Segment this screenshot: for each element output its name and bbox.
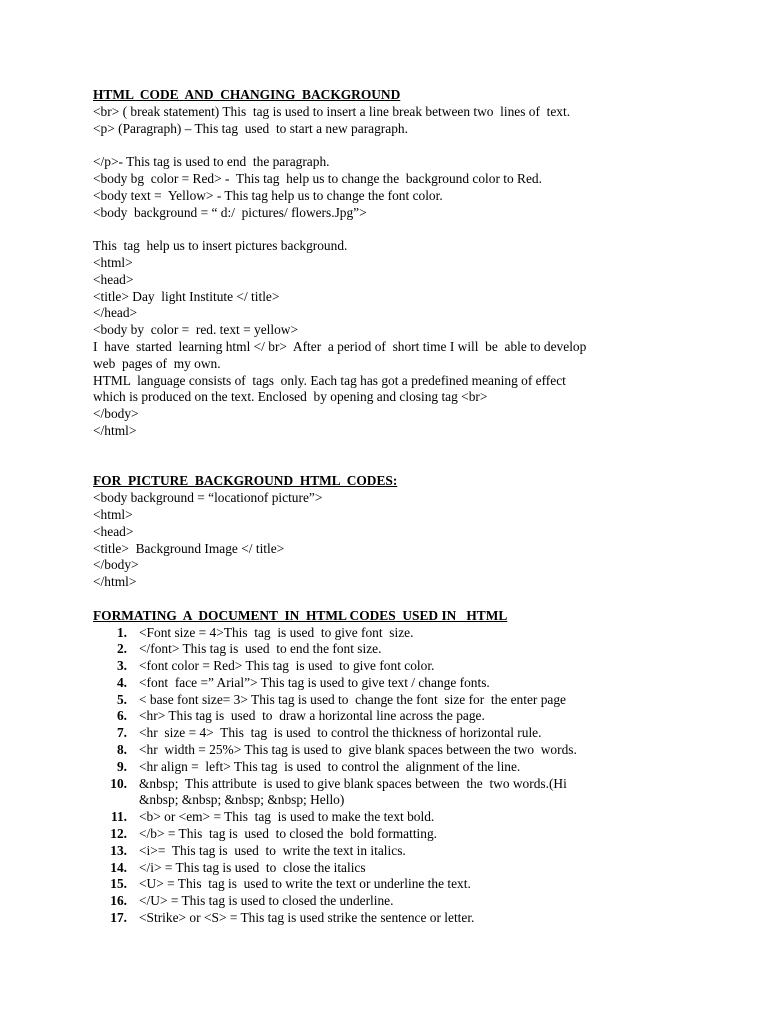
- text-line: <title> Day light Institute </ title>: [93, 288, 280, 304]
- list-item-text: <b> or <em> = This tag is used to make the text bold.: [139, 809, 435, 825]
- list-item: [93, 826, 733, 843]
- text-line: This tag help us to insert pictures background.: [93, 238, 348, 254]
- text-line: <body text = Yellow> - This tag help us to change the font color.: [93, 187, 443, 203]
- list-item: [93, 759, 733, 776]
- text-line: <body background = “ d:/ pictures/ flowers.Jpg”>: [93, 204, 367, 220]
- list-item-number: 1.: [116, 624, 127, 640]
- list-item: [93, 708, 733, 725]
- list-item-number: 11.: [111, 809, 127, 825]
- list-item-text: <hr> This tag is used to draw a horizontal line across the page.: [139, 708, 485, 724]
- list-item-number: 2.: [116, 641, 127, 657]
- list-item-text: <hr size = 4> This tag is used to control the thickness of horizontal rule.: [139, 725, 542, 741]
- list-item: [93, 692, 733, 709]
- list-item-number: 8.: [116, 742, 127, 758]
- section-heading-formatting: FORMATING A DOCUMENT IN HTML CODES USED IN HTML: [93, 607, 508, 623]
- list-item-number: 14.: [110, 859, 127, 875]
- document-page: [93, 87, 733, 927]
- section-heading-picture-background: FOR PICTURE BACKGROUND HTML CODES:: [93, 473, 398, 489]
- list-item-text: </i> = This tag is used to close the italics: [139, 859, 366, 875]
- text-line: web pages of my own.: [93, 355, 221, 371]
- list-item-number: 17.: [110, 910, 127, 926]
- text-line: <head>: [93, 523, 134, 539]
- list-item-text: </U> = This tag is used to closed the underline.: [139, 893, 394, 909]
- text-line: I have started learning html </ br> After a period of short time I will be able to develop: [93, 338, 587, 354]
- list-item: [93, 809, 733, 826]
- text-line: </body>: [93, 557, 139, 573]
- list-item-text: <font color = Red> This tag is used to give font color.: [139, 658, 435, 674]
- list-item-text: < base font size= 3> This tag is used to change the font size for the enter page: [139, 691, 566, 707]
- intro-lines: [93, 104, 733, 138]
- list-item-text: </b> = This tag is used to closed the bold formatting.: [139, 826, 438, 842]
- text-line: </p>- This tag is used to end the paragraph.: [93, 154, 330, 170]
- list-item: [93, 675, 733, 692]
- list-item: [93, 725, 733, 742]
- picture-background-lines: [93, 490, 733, 591]
- list-item: [93, 893, 733, 910]
- text-line: <head>: [93, 271, 134, 287]
- list-item-number: 13.: [110, 842, 127, 858]
- text-line: <title> Background Image </ title>: [93, 540, 285, 556]
- text-line: </body>: [93, 406, 139, 422]
- example-code-lines: [93, 238, 733, 440]
- section-heading-html-code: HTML CODE AND CHANGING BACKGROUND: [93, 87, 401, 102]
- list-item: [93, 910, 733, 927]
- list-item: [93, 860, 733, 877]
- list-item-number: 15.: [110, 876, 127, 892]
- list-item-number: 10.: [110, 775, 127, 791]
- list-item-number: 5.: [116, 691, 127, 707]
- list-item: [93, 625, 733, 642]
- text-line: <body bg color = Red> - This tag help us to change the background color to Red.: [93, 170, 542, 186]
- list-item: [93, 776, 733, 810]
- text-line: which is produced on the text. Enclosed by opening and closing tag <br>: [93, 389, 488, 405]
- text-line: </head>: [93, 305, 138, 321]
- list-item-text: <Font size = 4>This tag is used to give font size.: [139, 624, 414, 640]
- list-item-number: 4.: [116, 674, 127, 690]
- list-item-text: <i>= This tag is used to write the text in italics.: [139, 842, 406, 858]
- text-line: <p> (Paragraph) – This tag used to start a new paragraph.: [93, 120, 408, 136]
- list-item-text: <Strike> or <S> = This tag is used strike the sentence or letter.: [139, 910, 475, 926]
- formatting-tags-list: [93, 625, 733, 927]
- body-tag-lines: [93, 154, 733, 221]
- text-line: <br> ( break statement) This tag is used to insert a line break between two lines of text.: [93, 103, 571, 119]
- list-item-number: 12.: [110, 826, 127, 842]
- list-item: [93, 641, 733, 658]
- list-item-text: <font face =” Arial”> This tag is used to give text / change fonts.: [139, 674, 490, 690]
- list-item-text: <U> = This tag is used to write the text or underline the text.: [139, 876, 471, 892]
- list-item-text: &nbsp; This attribute is used to give blank spaces between the two words.(Hi &nbsp; &nbsp; &nbsp; &nbsp; Hello): [139, 775, 567, 808]
- list-item-number: 3.: [116, 658, 127, 674]
- list-item-text: </font> This tag is used to end the font size.: [139, 641, 382, 657]
- text-line: <html>: [93, 254, 133, 270]
- list-item-number: 6.: [116, 708, 127, 724]
- text-line: </html>: [93, 574, 137, 590]
- list-item: [93, 843, 733, 860]
- list-item: [93, 658, 733, 675]
- list-item-text: <hr align = left> This tag is used to control the alignment of the line.: [139, 758, 521, 774]
- text-line: <body background = “locationof picture”>: [93, 490, 323, 506]
- text-line: HTML language consists of tags only. Each tag has got a predefined meaning of effect: [93, 372, 566, 388]
- list-item-number: 7.: [116, 725, 127, 741]
- list-item-number: 9.: [116, 758, 127, 774]
- list-item: [93, 742, 733, 759]
- list-item-text: <hr width = 25%> This tag is used to give blank spaces between the two words.: [139, 742, 577, 758]
- text-line: <html>: [93, 506, 133, 522]
- text-line: <body by color = red. text = yellow>: [93, 322, 298, 338]
- text-line: </html>: [93, 422, 137, 438]
- list-item-number: 16.: [110, 893, 127, 909]
- list-item: [93, 876, 733, 893]
